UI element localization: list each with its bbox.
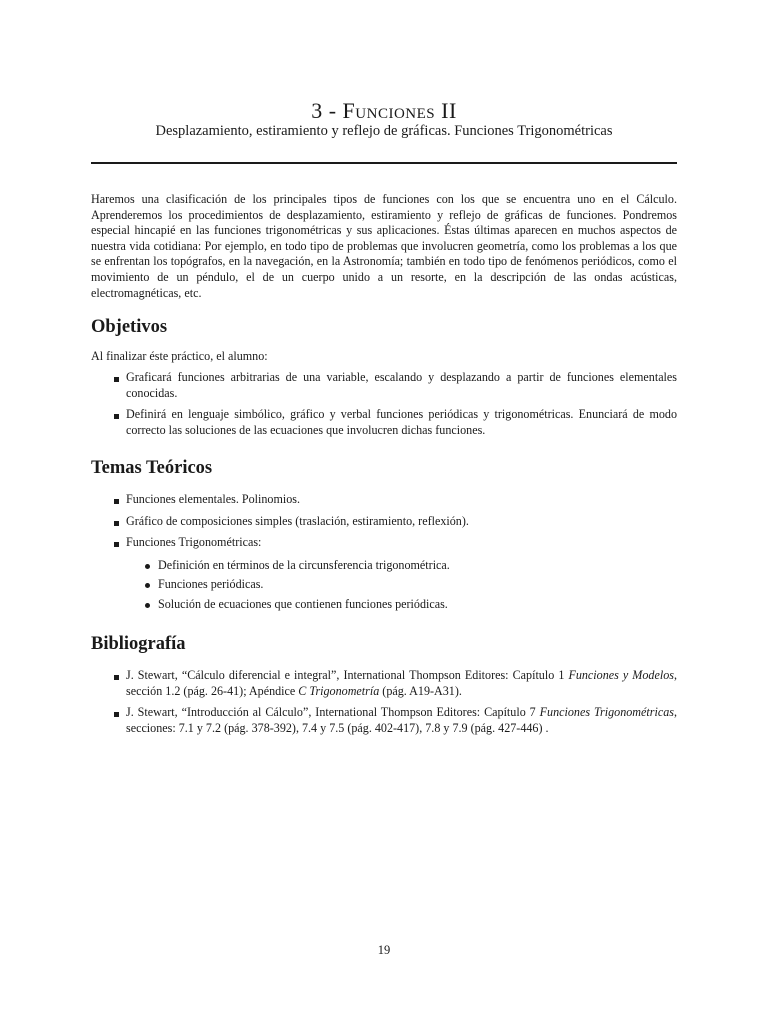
dot-bullet-icon: [145, 603, 150, 608]
dot-bullet-icon: [145, 564, 150, 569]
ref-text: , secciones: 7.1 y 7.2 (pág. 378-392), 7.4 y 7.5 (pág. 402-417), 7.8 y 7.9 (pág. 427-446) .: [126, 705, 677, 735]
title-number: 3 -: [311, 98, 343, 123]
horizontal-rule: [91, 162, 677, 164]
list-item-text: Funciones Trigonométricas:: [126, 535, 262, 550]
list-item-text: Graficará funciones arbitrarias de una variable, escalando y desplazando a partir de funciones elementales conocidas.: [126, 370, 677, 400]
ref-text: (pág. A19-A31).: [379, 683, 462, 698]
temas-list: [91, 492, 677, 613]
reference-item: [91, 668, 677, 699]
list-item-text: Funciones elementales. Polinomios.: [126, 492, 300, 506]
square-bullet-icon: [114, 712, 119, 717]
sublist-item: [126, 558, 677, 574]
list-item: [91, 514, 677, 530]
page-number: 19: [377, 943, 391, 957]
sublist-item-text: Solución de ecuaciones que contienen funciones periódicas.: [158, 596, 448, 611]
square-bullet-icon: [114, 675, 119, 680]
objetivos-lead: Al finalizar éste práctico, el alumno:: [91, 349, 268, 363]
list-item-text: Gráfico de composiciones simples (traslación, estiramiento, reflexión).: [126, 513, 469, 528]
list-item: [91, 370, 677, 401]
square-bullet-icon: [114, 499, 119, 504]
ref-text: , sección 1.2 (pág. 26-41); Apéndice: [126, 668, 677, 698]
ref-italic: Funciones y Modelos: [568, 668, 674, 682]
reference-item: [91, 705, 677, 736]
square-bullet-icon: [114, 521, 119, 526]
document-page: [91, 0, 677, 1024]
page-title: [91, 98, 677, 124]
square-bullet-icon: [114, 414, 119, 419]
list-item: [91, 407, 677, 438]
temas-sublist: [126, 558, 677, 613]
title-text: Funciones II: [342, 98, 457, 123]
ref-italic: Funciones Trigonométricas: [539, 705, 674, 720]
square-bullet-icon: [114, 377, 119, 382]
sublist-item-text: Funciones periódicas.: [158, 577, 264, 592]
square-bullet-icon: [114, 542, 119, 547]
list-item: [91, 492, 677, 508]
sublist-item: [126, 577, 677, 593]
list-item: [91, 535, 677, 612]
ref-italic: C Trigonometría: [298, 683, 380, 698]
intro-paragraph: Haremos una clasificación de los principales tipos de funciones con los que se encuentra uno en el Cálculo. Aprenderemos los procedimientos de desplazamiento, estiramiento y reflejo de gráficas de funciones. Pondremos especial hincapié en las funciones trigonométricas y sus aplicaciones. Éstas últimas aparecen en muchos aspectos de nuestra vida cotidiana: Por ejemplo, en todo tipo de problemas que involucren geometría, como los problemas a los que se enfrentan los topógrafos, en la navegación, en la Astronomía; también en todo tipo de fenómenos periódicos, como el movimiento de un péndulo, el de un cuerpo unido a un resorte, en la descripción de las ondas acústicas, electromagnéticas, etc.: [91, 192, 677, 300]
list-item-text: Definirá en lenguaje simbólico, gráfico y verbal funciones periódicas y trigonométricas. Enunciará de modo correcto las soluciones de las ecuaciones que involucren dichas funciones.: [126, 407, 677, 437]
heading-temas-teoricos: Temas Teóricos: [91, 458, 213, 478]
objetivos-list: [91, 370, 677, 438]
heading-bibliografia: Bibliografía: [91, 634, 186, 654]
heading-objetivos: Objetivos: [91, 317, 168, 337]
page-subtitle: Desplazamiento, estiramiento y reflejo de gráficas. Funciones Trigonométricas: [155, 123, 613, 139]
sublist-item-text: Definición en términos de la circunsferencia trigonométrica.: [158, 557, 450, 572]
ref-text: J. Stewart, “Introducción al Cálculo”, International Thompson Editores: Capítulo 7: [126, 705, 540, 720]
ref-text: J. Stewart, “Cálculo diferencial e integral”, International Thompson Editores: Capítulo 1: [126, 668, 569, 682]
sublist-item: [126, 597, 677, 613]
dot-bullet-icon: [145, 583, 150, 588]
bibliografia-list: [91, 668, 677, 736]
